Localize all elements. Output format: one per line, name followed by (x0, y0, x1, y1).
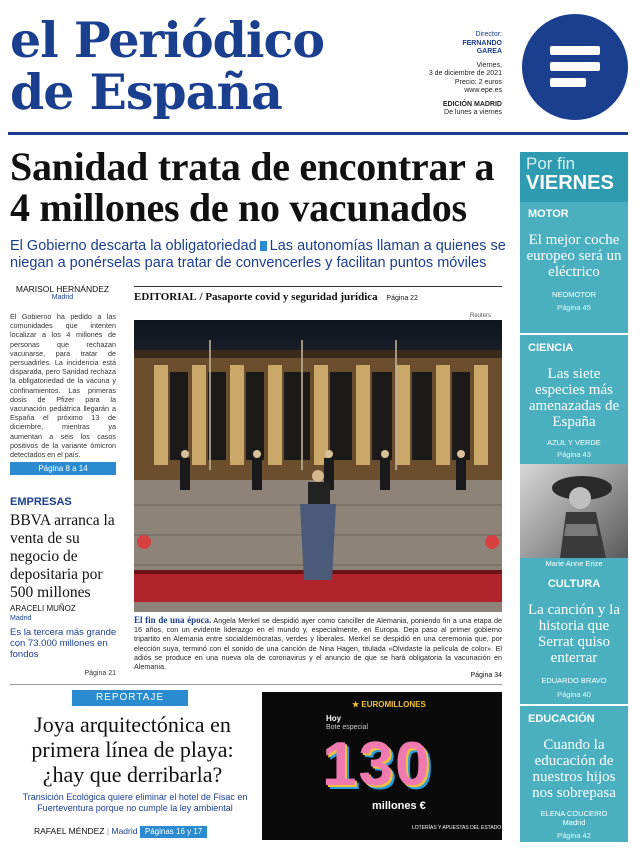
empresas-headline[interactable]: BBVA arranca la venta de su negocio de depositaria por 500 millones (10, 512, 115, 601)
photo-credit: Reuters (470, 313, 492, 319)
ad-bote: Bote especial (326, 724, 369, 731)
empresas-body: Es la tercera más grande con 73.000 millones en fondos (10, 627, 117, 660)
masthead-title-line2: de España (10, 63, 282, 121)
empresas-page: Página 21 (84, 670, 116, 677)
lead-body: El Gobierno ha pedido a las comunidades que intenten localizar a los 4 millones de personas que rechazan vacunarse, para tratar de persuadirles. La incidencia está disparada, pero Sanidad rechaza la obligatoriedad de la vacuna y confinamientos. Las primeras dosis de Pfizer para la vacunación pediátrica llegarán a España el próximo 13 de diciembre, mientras ya aumentan a seis los casos positivos de la variante ómicron detectados en el país. (10, 312, 116, 460)
ad-footer: LOTERÍAS Y APUESTAS DEL ESTADO (412, 825, 502, 831)
lead-subheadline: El Gobierno descarta la obligatoriedad Las autonomías llaman a quienes se niegan a ponérselas para tratar de convencerles y facilitan puntos móviles (10, 238, 506, 271)
ad-unit: millones € (372, 800, 426, 812)
sidebar-photo (520, 464, 628, 558)
ad-brand: ★ EUROMILLONES (352, 700, 426, 709)
lead-pages[interactable]: Página 8 a 14 (10, 462, 116, 475)
empresas-section: EMPRESAS (10, 496, 72, 508)
empresas-city: Madrid (10, 615, 32, 622)
sidebar-ciencia[interactable]: CIENCIA Las siete especies más amenazadas de España AZUL Y VERDE Página 43 (520, 336, 628, 459)
masthead-title-line1: el Periódico (10, 11, 325, 69)
sidebar-header: Por fin VIERNES (520, 152, 628, 202)
lead-headline: Sanidad trata de encontrar a 4 millones de no vacunados (10, 144, 495, 230)
photo-page: Página 34 (470, 672, 502, 679)
sidebar-photo-caption: Marie Anne Erize (545, 559, 603, 568)
sidebar-educacion[interactable]: EDUCACIÓN Cuando la educación de nuestros hijos nos sobrepasa ELENA COUCEIRO Madrid Página 42 (520, 707, 628, 840)
reportaje-tag: REPORTAJE (72, 690, 188, 706)
euromillones-ad[interactable] (262, 692, 502, 840)
logo-icon (522, 14, 628, 120)
reportaje-byline: RAFAEL MÉNDEZ | Madrid Páginas 16 y 17 (34, 826, 274, 838)
masthead-meta: Director: FERNANDO GAREA Viernes, 3 de diciembre de 2021 Precio: 2 euros www.epe.es EDICIÓN MADRID De lunes a viernes (428, 31, 502, 116)
empresas-byline: ARACELI MUÑOZ (10, 604, 76, 613)
reportaje-headline[interactable]: Joya arquitectónica en primera línea de playa: ¿hay que derribarla? (31, 712, 234, 787)
ad-amount: 130 (322, 730, 432, 799)
sidebar-motor[interactable]: MOTOR El mejor coche europeo será un eléctrico NEOMOTOR Página 45 (520, 202, 628, 312)
lead-byline: MARISOL HERNÁNDEZ Madrid (15, 284, 110, 301)
editorial-line[interactable]: EDITORIAL / Pasaporte covid y seguridad jurídica Página 22 (134, 291, 418, 303)
photo-caption: El fin de una época. Angela Merkel se despidió ayer como canciller de Alemania, poniendo fin a una etapa de 16 años, con un evidente liderazgo en el mundo y, especialmente, en Europa. Deja paso al primer gobierno tripartito en Alemania entre socialdemócratas, verdes y liberales. Merkel se despidió en una ceremonia que, por elección suya, terminó con el sonido de una canción de Nina Hagen, titulada «Olvidaste la película de color». El adiós se produce en una nueva ola de coronavirus y el anuncio de que se hará obligatoria la vacunación en Alemania. (134, 615, 502, 672)
merkel-photo (134, 320, 502, 612)
sidebar-cultura[interactable]: CULTURA La canción y la historia que Serrat quiso enterrar EDUARDO BRAVO Página 40 (520, 570, 628, 699)
reportaje-sub: Transición Ecológica quiere eliminar el hotel de Fisac en Fuerteventura porque no cumple la ley ambiental (22, 792, 248, 813)
masthead-rule (8, 132, 628, 135)
ad-today: Hoy (326, 714, 342, 723)
